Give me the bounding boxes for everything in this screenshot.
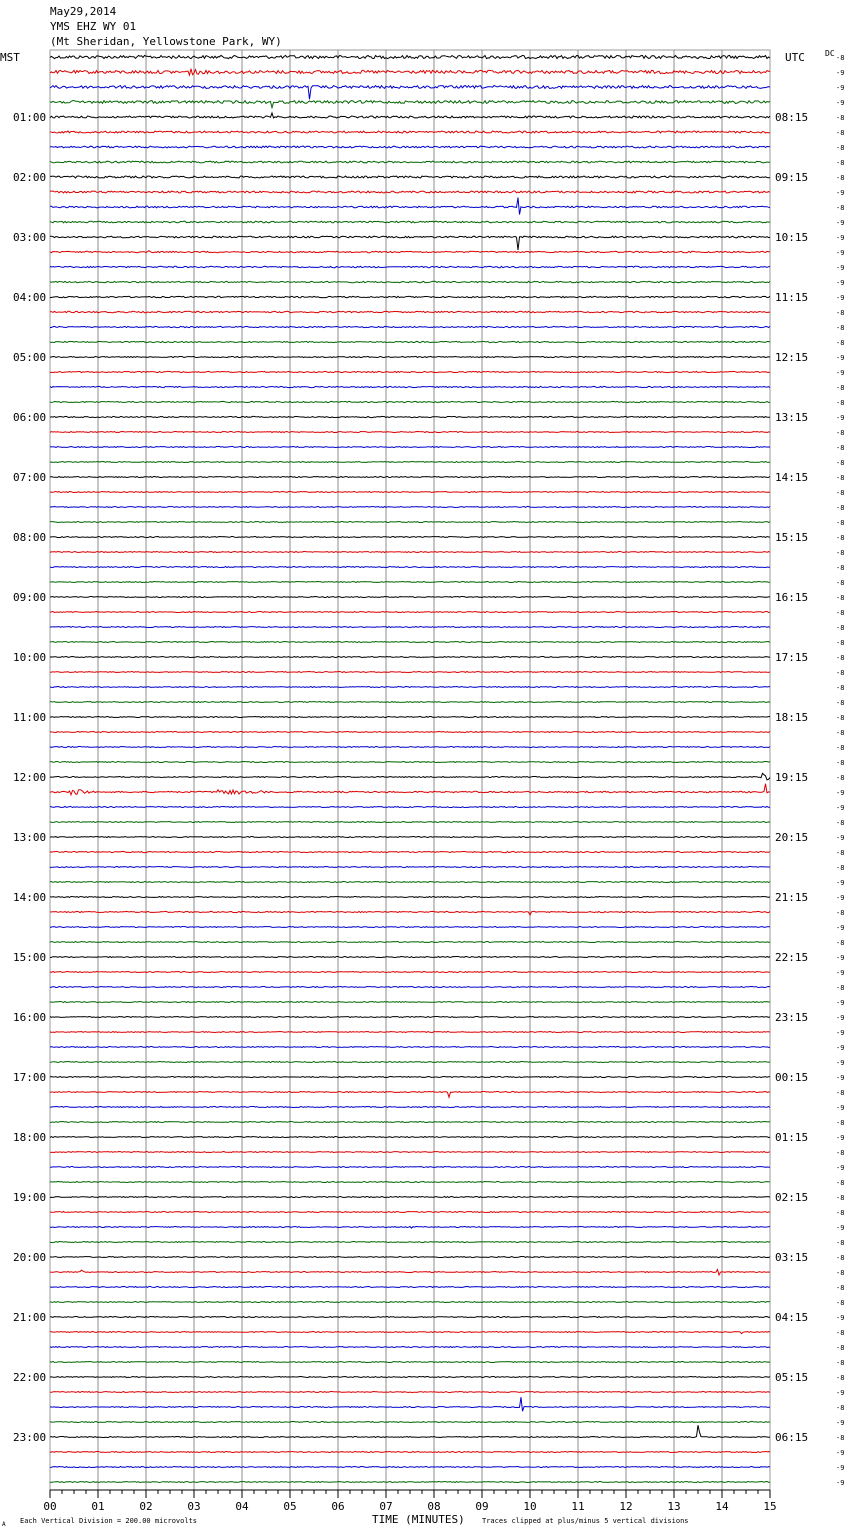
left-hour-label: 17:00 xyxy=(13,1071,47,1084)
left-hour-label: 21:00 xyxy=(13,1311,47,1324)
x-tick-label: 07 xyxy=(379,1500,393,1513)
left-hour-label: 15:00 xyxy=(13,951,47,964)
seismic-trace xyxy=(50,1242,770,1243)
left-hour-label: 07:00 xyxy=(13,471,47,484)
seismic-trace xyxy=(50,1347,770,1348)
seismic-trace xyxy=(50,867,770,868)
seismic-trace xyxy=(50,672,770,673)
dc-offset-label: -9 xyxy=(836,84,845,92)
dc-offset-label: -8 xyxy=(836,459,845,467)
right-hour-label: 04:15 xyxy=(775,1311,809,1324)
dc-offset-label: -8 xyxy=(836,609,845,617)
dc-offset-label: -9 xyxy=(836,1059,845,1067)
clip-note: Traces clipped at plus/minus 5 vertical divisions xyxy=(482,1517,689,1525)
x-tick-label: 13 xyxy=(667,1500,681,1513)
seismic-trace xyxy=(50,113,770,118)
dc-offset-label: -8 xyxy=(836,1179,845,1187)
dc-offset-label: -8 xyxy=(836,54,845,62)
left-hour-label: 10:00 xyxy=(13,651,47,664)
right-hour-label: 09:15 xyxy=(775,171,809,184)
dc-offset-label: -9 xyxy=(836,294,845,302)
left-hour-label: 20:00 xyxy=(13,1251,47,1264)
dc-offset-label: -9 xyxy=(836,1074,845,1082)
seismic-trace xyxy=(50,1167,770,1168)
dc-offset-label: -8 xyxy=(836,624,845,632)
left-hour-label: 03:00 xyxy=(13,231,47,244)
left-hour-label: 02:00 xyxy=(13,171,47,184)
seismic-trace xyxy=(50,131,770,133)
seismic-trace xyxy=(50,1002,770,1003)
dc-offset-label: -9 xyxy=(836,834,845,842)
dc-offset-label: -8 xyxy=(836,594,845,602)
dc-offset-label: -8 xyxy=(836,1344,845,1352)
left-hour-label: 22:00 xyxy=(13,1371,47,1384)
dc-offset-label: -9 xyxy=(836,1044,845,1052)
seismic-trace xyxy=(50,1077,770,1078)
seismic-trace xyxy=(50,957,770,958)
dc-header-label: DC xyxy=(825,49,835,58)
right-hour-label: 14:15 xyxy=(775,471,809,484)
dc-offset-label: -8 xyxy=(836,1434,845,1442)
x-tick-label: 15 xyxy=(763,1500,777,1513)
dc-offset-label: -9 xyxy=(836,1224,845,1232)
dc-offset-label: -9 xyxy=(836,219,845,227)
seismic-trace xyxy=(50,1482,770,1483)
dc-offset-label: -8 xyxy=(836,1329,845,1337)
seismic-trace xyxy=(50,851,770,852)
seismic-trace xyxy=(50,687,770,688)
seismic-trace xyxy=(50,432,770,433)
seismic-trace xyxy=(50,747,770,748)
seismic-trace xyxy=(50,281,770,282)
x-axis-title: TIME (MINUTES) xyxy=(372,1513,465,1526)
right-hour-label: 21:15 xyxy=(775,891,809,904)
dc-offset-label: -8 xyxy=(836,1359,845,1367)
dc-offset-label: -9 xyxy=(836,264,845,272)
dc-offset-label: -9 xyxy=(836,789,845,797)
seismic-trace xyxy=(50,1092,770,1098)
dc-offset-label: -9 xyxy=(836,1479,845,1487)
left-hour-label: 13:00 xyxy=(13,831,47,844)
seismic-trace xyxy=(50,882,770,883)
seismic-trace xyxy=(50,1182,770,1183)
right-hour-label: 19:15 xyxy=(775,771,809,784)
seismic-trace xyxy=(50,146,770,148)
right-hour-label: 16:15 xyxy=(775,591,809,604)
seismic-trace xyxy=(50,191,770,193)
dc-offset-label: -8 xyxy=(836,204,845,212)
x-tick-label: 12 xyxy=(619,1500,633,1513)
x-tick-label: 01 xyxy=(91,1500,105,1513)
seismic-trace xyxy=(50,1197,770,1198)
dc-offset-label: -8 xyxy=(836,744,845,752)
dc-offset-label: -8 xyxy=(836,639,845,647)
seismic-trace xyxy=(50,1107,770,1108)
x-tick-label: 00 xyxy=(43,1500,57,1513)
dc-offset-label: -9 xyxy=(836,924,845,932)
seismic-trace xyxy=(50,837,770,838)
seismic-trace xyxy=(50,86,770,100)
seismic-trace xyxy=(50,1227,770,1229)
dc-offset-label: -8 xyxy=(836,1284,845,1292)
seismic-trace xyxy=(50,1422,770,1423)
seismic-trace xyxy=(50,717,770,718)
seismic-trace xyxy=(50,462,770,463)
seismic-trace xyxy=(50,1397,770,1411)
dc-offset-label: -8 xyxy=(836,429,845,437)
right-hour-label: 23:15 xyxy=(775,1011,809,1024)
seismic-trace xyxy=(50,1032,770,1033)
seismic-trace xyxy=(50,326,770,327)
dc-offset-label: -8 xyxy=(836,774,845,782)
dc-offset-label: -9 xyxy=(836,894,845,902)
right-hour-label: 11:15 xyxy=(775,291,809,304)
seismic-trace xyxy=(50,911,770,915)
dc-offset-label: -8 xyxy=(836,309,845,317)
right-hour-label: 03:15 xyxy=(775,1251,809,1264)
dc-offset-label: -8 xyxy=(836,129,845,137)
dc-offset-label: -8 xyxy=(836,1299,845,1307)
seismic-trace xyxy=(50,807,770,808)
seismic-trace xyxy=(50,371,770,372)
dc-offset-label: -8 xyxy=(836,1089,845,1097)
dc-offset-label: -9 xyxy=(836,969,845,977)
dc-offset-label: -9 xyxy=(836,1314,845,1322)
seismic-trace xyxy=(50,582,770,583)
dc-offset-label: -8 xyxy=(836,669,845,677)
seismic-trace xyxy=(50,942,770,943)
left-hour-label: 09:00 xyxy=(13,591,47,604)
dc-offset-label: -8 xyxy=(836,849,845,857)
seismic-trace xyxy=(50,1317,770,1318)
dc-offset-label: -9 xyxy=(836,804,845,812)
right-hour-label: 20:15 xyxy=(775,831,809,844)
seismic-trace xyxy=(50,416,770,417)
left-hour-label: 11:00 xyxy=(13,711,47,724)
seismic-trace xyxy=(50,552,770,553)
dc-offset-label: -8 xyxy=(836,339,845,347)
seismic-trace xyxy=(50,567,770,568)
seismic-trace xyxy=(50,447,770,448)
dc-offset-label: -8 xyxy=(836,384,845,392)
corner-mark: A xyxy=(2,1521,6,1528)
seismic-trace xyxy=(50,1287,770,1288)
x-tick-label: 10 xyxy=(523,1500,537,1513)
dc-offset-label: -8 xyxy=(836,1119,845,1127)
seismic-trace xyxy=(50,236,770,250)
seismic-trace xyxy=(50,773,770,780)
left-hour-label: 05:00 xyxy=(13,351,47,364)
seismic-trace xyxy=(50,176,770,178)
dc-offset-label: -9 xyxy=(836,1419,845,1427)
right-hour-label: 00:15 xyxy=(775,1071,809,1084)
dc-offset-label: -9 xyxy=(836,999,845,1007)
left-hour-label: 18:00 xyxy=(13,1131,47,1144)
x-tick-label: 09 xyxy=(475,1500,489,1513)
dc-offset-label: -9 xyxy=(836,414,845,422)
dc-offset-label: -9 xyxy=(836,1449,845,1457)
right-hour-label: 17:15 xyxy=(775,651,809,664)
x-tick-label: 03 xyxy=(187,1500,201,1513)
dc-offset-label: -8 xyxy=(836,174,845,182)
dc-offset-label: -9 xyxy=(836,234,845,242)
dc-offset-label: -8 xyxy=(836,684,845,692)
right-hour-label: 02:15 xyxy=(775,1191,809,1204)
dc-offset-label: -8 xyxy=(836,759,845,767)
seismic-trace xyxy=(50,69,770,75)
dc-offset-label: -8 xyxy=(836,1374,845,1382)
seismic-trace xyxy=(50,732,770,733)
seismic-trace xyxy=(50,702,770,703)
dc-offset-label: -8 xyxy=(836,714,845,722)
seismic-trace xyxy=(50,356,770,357)
plot-frame xyxy=(50,50,770,1490)
x-tick-label: 06 xyxy=(331,1500,345,1513)
seismic-trace xyxy=(50,1362,770,1363)
dc-offset-label: -8 xyxy=(836,1209,845,1217)
dc-offset-label: -9 xyxy=(836,879,845,887)
dc-offset-label: -8 xyxy=(836,819,845,827)
dc-offset-label: -9 xyxy=(836,1389,845,1397)
plot-date: May29,2014 xyxy=(50,5,117,18)
right-hour-label: 12:15 xyxy=(775,351,809,364)
x-tick-label: 02 xyxy=(139,1500,153,1513)
seismic-trace xyxy=(50,627,770,628)
dc-offset-label: -8 xyxy=(836,579,845,587)
seismic-trace xyxy=(50,927,770,928)
right-hour-label: 05:15 xyxy=(775,1371,809,1384)
right-hour-label: 08:15 xyxy=(775,111,809,124)
dc-offset-label: -8 xyxy=(836,909,845,917)
dc-offset-label: -8 xyxy=(836,324,845,332)
seismic-trace xyxy=(50,1017,770,1018)
seismic-trace xyxy=(50,987,770,988)
right-hour-label: 06:15 xyxy=(775,1431,809,1444)
dc-offset-label: -8 xyxy=(836,1404,845,1412)
dc-offset-label: -9 xyxy=(836,1134,845,1142)
left-hour-label: 16:00 xyxy=(13,1011,47,1024)
dc-offset-label: -9 xyxy=(836,249,845,257)
x-tick-label: 14 xyxy=(715,1500,729,1513)
seismic-trace xyxy=(50,507,770,508)
dc-offset-label: -8 xyxy=(836,864,845,872)
dc-offset-label: -9 xyxy=(836,1464,845,1472)
dc-offset-label: -8 xyxy=(836,1254,845,1262)
seismic-trace xyxy=(50,161,770,163)
dc-offset-label: -8 xyxy=(836,1269,845,1277)
left-timezone-label: MST xyxy=(0,51,20,64)
right-timezone-label: UTC xyxy=(785,51,805,64)
dc-offset-label: -8 xyxy=(836,549,845,557)
dc-offset-label: -9 xyxy=(836,369,845,377)
dc-offset-label: -8 xyxy=(836,504,845,512)
dc-offset-label: -9 xyxy=(836,279,845,287)
seismic-trace xyxy=(50,198,770,215)
seismic-trace xyxy=(50,1467,770,1468)
left-hour-label: 06:00 xyxy=(13,411,47,424)
seismic-trace xyxy=(50,1425,770,1437)
seismic-trace xyxy=(50,311,770,312)
dc-offset-label: -8 xyxy=(836,534,845,542)
dc-offset-label: -9 xyxy=(836,1164,845,1172)
seismic-trace xyxy=(50,784,770,795)
seismic-trace xyxy=(50,762,770,763)
seismic-trace xyxy=(50,1062,770,1063)
seismic-trace xyxy=(50,492,770,493)
seismic-trace xyxy=(50,1152,770,1153)
dc-offset-label: -8 xyxy=(836,699,845,707)
dc-offset-label: -8 xyxy=(836,474,845,482)
dc-offset-label: -8 xyxy=(836,444,845,452)
dc-offset-label: -8 xyxy=(836,1149,845,1157)
x-tick-label: 05 xyxy=(283,1500,297,1513)
dc-offset-label: -9 xyxy=(836,954,845,962)
seismic-trace xyxy=(50,1137,770,1138)
seismic-trace xyxy=(50,1377,770,1378)
dc-offset-label: -8 xyxy=(836,1239,845,1247)
seismic-trace xyxy=(50,1332,770,1334)
left-hour-label: 01:00 xyxy=(13,111,47,124)
left-hour-label: 08:00 xyxy=(13,531,47,544)
dc-offset-label: -9 xyxy=(836,69,845,77)
station-name: YMS EHZ WY 01 xyxy=(50,20,137,33)
right-hour-label: 22:15 xyxy=(775,951,809,964)
right-hour-label: 18:15 xyxy=(775,711,809,724)
right-hour-label: 15:15 xyxy=(775,531,809,544)
seismic-trace xyxy=(50,296,770,297)
seismic-trace xyxy=(50,1212,770,1213)
seismic-trace xyxy=(50,897,770,898)
right-hour-label: 10:15 xyxy=(775,231,809,244)
seismic-trace xyxy=(50,822,770,823)
seismic-trace xyxy=(50,401,770,402)
left-hour-label: 12:00 xyxy=(13,771,47,784)
dc-offset-label: -9 xyxy=(836,354,845,362)
dc-offset-label: -8 xyxy=(836,399,845,407)
station-location: (Mt Sheridan, Yellowstone Park, WY) xyxy=(50,35,282,48)
seismic-trace xyxy=(50,642,770,643)
seismic-trace xyxy=(50,657,770,658)
left-hour-label: 19:00 xyxy=(13,1191,47,1204)
dc-offset-label: -8 xyxy=(836,564,845,572)
seismic-trace xyxy=(50,101,770,108)
dc-offset-label: -8 xyxy=(836,144,845,152)
dc-offset-label: -9 xyxy=(836,1014,845,1022)
dc-offset-label: -8 xyxy=(836,984,845,992)
left-hour-label: 04:00 xyxy=(13,291,47,304)
x-tick-label: 08 xyxy=(427,1500,441,1513)
left-hour-label: 14:00 xyxy=(13,891,47,904)
seismic-trace xyxy=(50,1269,770,1275)
dc-offset-label: -9 xyxy=(836,1104,845,1112)
dc-offset-label: -8 xyxy=(836,654,845,662)
seismic-trace xyxy=(50,537,770,538)
dc-offset-label: -9 xyxy=(836,189,845,197)
seismic-trace xyxy=(50,341,770,342)
seismic-trace xyxy=(50,221,770,223)
seismic-trace xyxy=(50,1122,770,1123)
seismic-trace xyxy=(50,612,770,613)
seismic-trace xyxy=(50,972,770,973)
dc-offset-label: -9 xyxy=(836,99,845,107)
scale-note: Each Vertical Division = 200.00 microvolts xyxy=(20,1517,198,1525)
seismic-trace xyxy=(50,1257,770,1258)
right-hour-label: 01:15 xyxy=(775,1131,809,1144)
x-tick-label: 04 xyxy=(235,1500,249,1513)
seismic-trace xyxy=(50,1302,770,1303)
seismic-trace xyxy=(50,251,770,253)
dc-offset-label: -8 xyxy=(836,1194,845,1202)
seismic-trace xyxy=(50,1047,770,1048)
seismic-trace xyxy=(50,1392,770,1393)
dc-offset-label: -9 xyxy=(836,1029,845,1037)
x-tick-label: 11 xyxy=(571,1500,585,1513)
dc-offset-label: -8 xyxy=(836,939,845,947)
dc-offset-label: -8 xyxy=(836,489,845,497)
seismic-trace xyxy=(50,522,770,523)
seismic-trace xyxy=(50,1452,770,1453)
dc-offset-label: -8 xyxy=(836,159,845,167)
dc-offset-label: -8 xyxy=(836,729,845,737)
seismic-trace xyxy=(50,597,770,598)
seismic-trace xyxy=(50,266,770,267)
left-hour-label: 23:00 xyxy=(13,1431,47,1444)
right-hour-label: 13:15 xyxy=(775,411,809,424)
dc-offset-label: -8 xyxy=(836,114,845,122)
dc-offset-label: -8 xyxy=(836,519,845,527)
seismic-trace xyxy=(50,386,770,387)
seismic-trace xyxy=(50,55,770,58)
seismic-trace xyxy=(50,477,770,478)
